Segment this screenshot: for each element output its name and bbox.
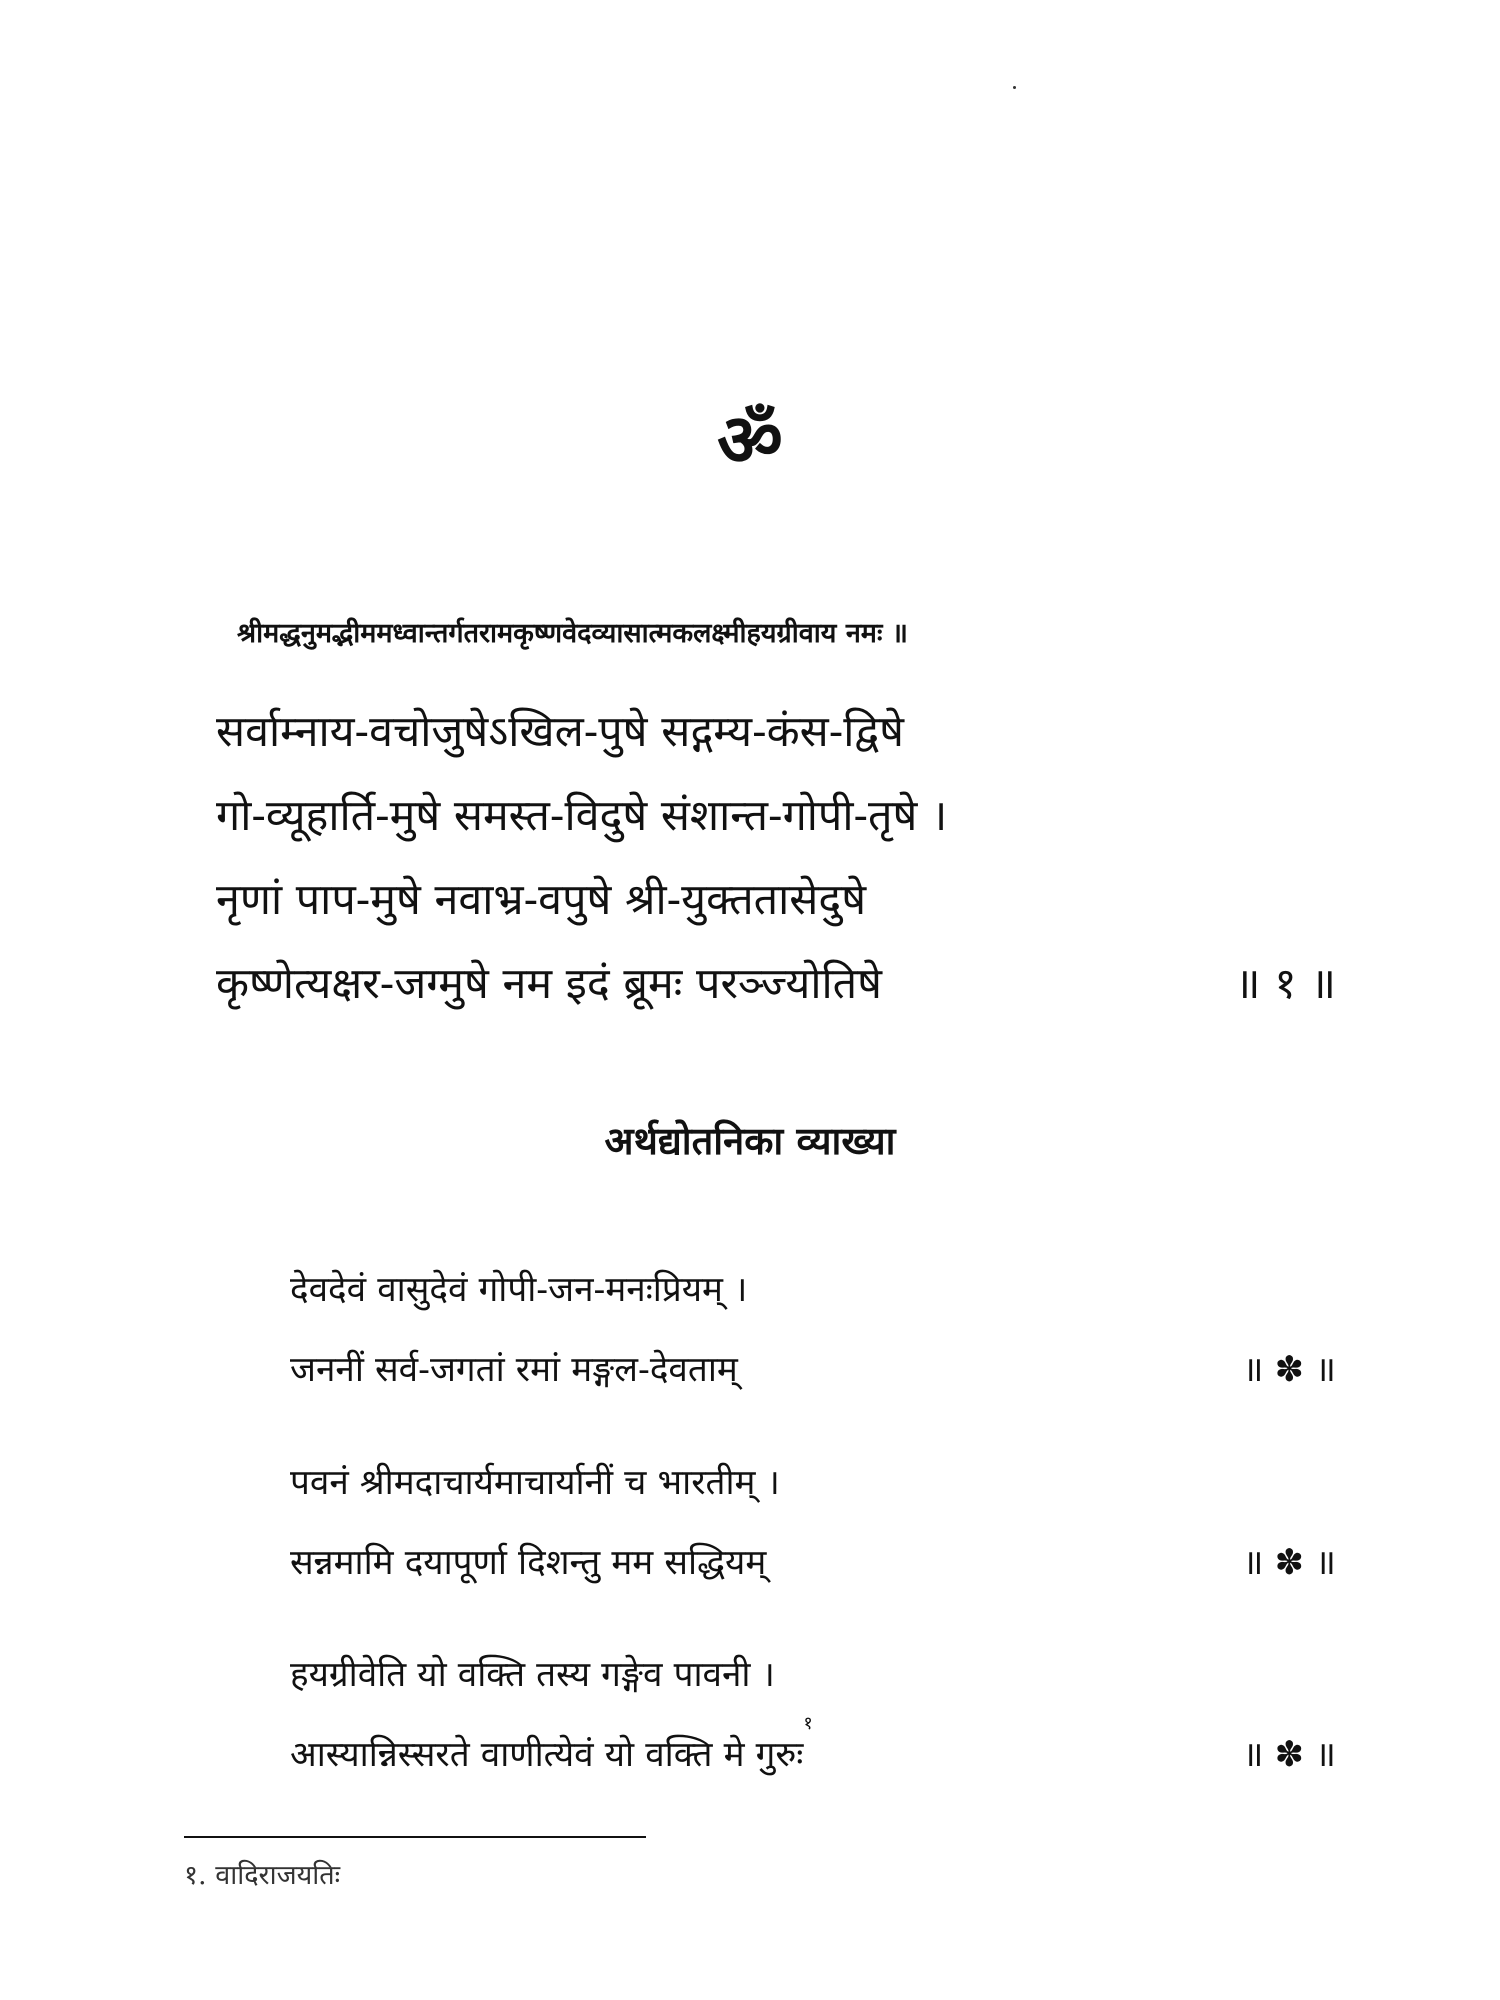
verse-line-3-text: नृणां पाप-मुषे नवाभ्र-वपुषे श्री-युक्ततासेदुषे <box>216 875 867 925</box>
main-verse <box>216 690 1336 1026</box>
stanza-3-line-1 <box>290 1635 1336 1715</box>
stanza-3-line-2-text: आस्यान्निस्सरते वाणीत्येवं यो वक्ति मे गुरुः <box>290 1735 804 1775</box>
verse-line-1-text: सर्वाम्नाय-वचोजुषेऽखिल-पुषे सद्गम्य-कंस-द्विषे <box>216 707 904 757</box>
footnote-divider <box>184 1836 646 1838</box>
stanza-2-line-2-text: सन्नमामि दयापूर्णा दिशन्तु मम सद्धियम् <box>290 1543 767 1583</box>
footnote-text: १. वादिराजयतिः <box>184 1860 341 1891</box>
stanza-2-line-2 <box>290 1523 1336 1603</box>
stanza-1-mark: ॥ ✽ ॥ <box>1242 1350 1336 1390</box>
stanza-2-mark: ॥ ✽ ॥ <box>1242 1543 1336 1583</box>
stanza-2 <box>290 1443 1336 1603</box>
verse-line-2 <box>216 774 1336 858</box>
footnote-reference: १ <box>803 1713 813 1734</box>
om-symbol: ॐ <box>717 397 783 482</box>
invocation-line: श्रीमद्धनुमद्भीममध्वान्तर्गतरामकृष्णवेदव्यासात्मकलक्ष्मीहयग्रीवाय नमः ॥ <box>237 618 908 649</box>
stanza-1-line-2 <box>290 1330 1336 1410</box>
stanza-2-line-1 <box>290 1443 1336 1523</box>
stanza-1 <box>290 1250 1336 1410</box>
verse-line-4 <box>216 942 1336 1026</box>
stanza-1-line-2-text: जननीं सर्व-जगतां रमां मङ्गल-देवताम् <box>290 1350 738 1390</box>
verse-line-1 <box>216 690 1336 774</box>
verse-line-3 <box>216 858 1336 942</box>
stanza-3 <box>290 1635 1336 1795</box>
stanza-1-line-1 <box>290 1250 1336 1330</box>
stanza-3-line-2 <box>290 1715 1336 1795</box>
verse-number: ॥ १ ॥ <box>1234 959 1336 1009</box>
commentary-heading: अर्थद्योतनिका व्याख्या <box>604 1118 896 1163</box>
stanza-1-line-1-text: देवदेवं वासुदेवं गोपी-जन-मनःप्रियम् । <box>290 1270 748 1310</box>
stanza-3-mark: ॥ ✽ ॥ <box>1242 1735 1336 1775</box>
verse-line-2-text: गो-व्यूहार्ति-मुषे समस्त-विदुषे संशान्त-गोपी-तृषे । <box>216 791 948 841</box>
stray-mark <box>1013 86 1016 89</box>
verse-line-4-text: कृष्णेत्यक्षर-जग्मुषे नम इदं ब्रूमः परञ्ज्योतिषे <box>216 959 882 1009</box>
stanza-2-line-1-text: पवनं श्रीमदाचार्यमाचार्यानीं च भारतीम् । <box>290 1463 780 1503</box>
stanza-3-line-1-text: हयग्रीवेति यो वक्ति तस्य गङ्गेव पावनी । <box>290 1655 775 1695</box>
